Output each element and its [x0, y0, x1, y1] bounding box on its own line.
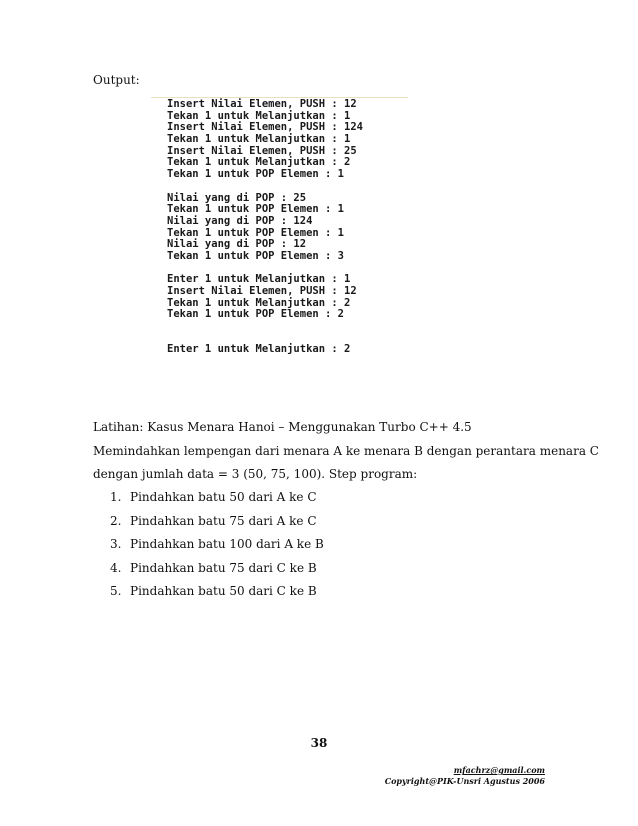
- console-line: Tekan 1 untuk Melanjutkan : 1: [167, 133, 351, 146]
- console-line: [167, 181, 408, 193]
- console-line: Tekan 1 untuk Melanjutkan : 2: [167, 296, 351, 309]
- console-line: Enter 1 untuk Melanjutkan : 2: [167, 343, 351, 356]
- footer-copyright: Copyright@PIK-Unsri Agustus 2006: [384, 776, 545, 786]
- list-item: [110, 584, 324, 608]
- console-line: Tekan 1 untuk POP Elemen : 1: [167, 226, 345, 239]
- page-number: 38: [310, 736, 328, 750]
- step-number: 1.: [110, 490, 122, 504]
- exercise-description-continued: dengan jumlah data = 3 (50, 75, 100). Step program:: [93, 467, 418, 481]
- list-item: [110, 561, 324, 585]
- program-steps-list: [110, 490, 324, 608]
- console-line: Tekan 1 untuk POP Elemen : 2: [167, 308, 345, 321]
- console-line: Insert Nilai Elemen, PUSH : 124: [167, 121, 363, 134]
- console-line: [167, 321, 408, 333]
- output-label: Output:: [93, 73, 140, 87]
- console-line: Tekan 1 untuk Melanjutkan : 1: [167, 109, 351, 122]
- console-line: Tekan 1 untuk POP Elemen : 3: [167, 249, 345, 262]
- list-item: [110, 537, 324, 561]
- console-line: Nilai yang di POP : 12: [167, 238, 307, 251]
- console-line: Enter 1 untuk Melanjutkan : 1: [167, 273, 351, 286]
- step-number: 5.: [110, 584, 122, 598]
- exercise-heading: Latihan: Kasus Menara Hanoi – Menggunakan Turbo C++ 4.5: [93, 420, 472, 434]
- step-number: 3.: [110, 537, 122, 551]
- step-text: Pindahkan batu 50 dari A ke C: [130, 490, 317, 504]
- console-line: Insert Nilai Elemen, PUSH : 12: [167, 285, 357, 297]
- console-line: Tekan 1 untuk POP Elemen : 1: [167, 168, 345, 181]
- step-text: Pindahkan batu 100 dari A ke B: [130, 537, 324, 551]
- step-text: Pindahkan batu 75 dari C ke B: [130, 560, 317, 575]
- step-text: Pindahkan batu 75 dari A ke C: [130, 513, 317, 528]
- console-output-screenshot: [151, 97, 408, 361]
- console-line: Nilai yang di POP : 124: [167, 214, 313, 227]
- list-item: [110, 514, 324, 538]
- console-line: Nilai yang di POP : 25: [167, 191, 307, 204]
- footer-email: mfachrz@gmail.com: [453, 765, 545, 775]
- console-line: Insert Nilai Elemen, PUSH : 25: [167, 144, 357, 157]
- step-number: 4.: [110, 560, 122, 575]
- exercise-description: Memindahkan lempengan dari menara A ke menara B dengan perantara menara C: [93, 444, 599, 458]
- step-number: 2.: [110, 513, 122, 528]
- list-item: [110, 490, 324, 514]
- step-text: Pindahkan batu 50 dari C ke B: [130, 584, 317, 598]
- console-line: Tekan 1 untuk POP Elemen : 1: [167, 203, 345, 216]
- footer: [385, 765, 545, 787]
- console-line: Insert Nilai Elemen, PUSH : 12: [167, 98, 357, 110]
- console-line: Tekan 1 untuk Melanjutkan : 2: [167, 156, 351, 169]
